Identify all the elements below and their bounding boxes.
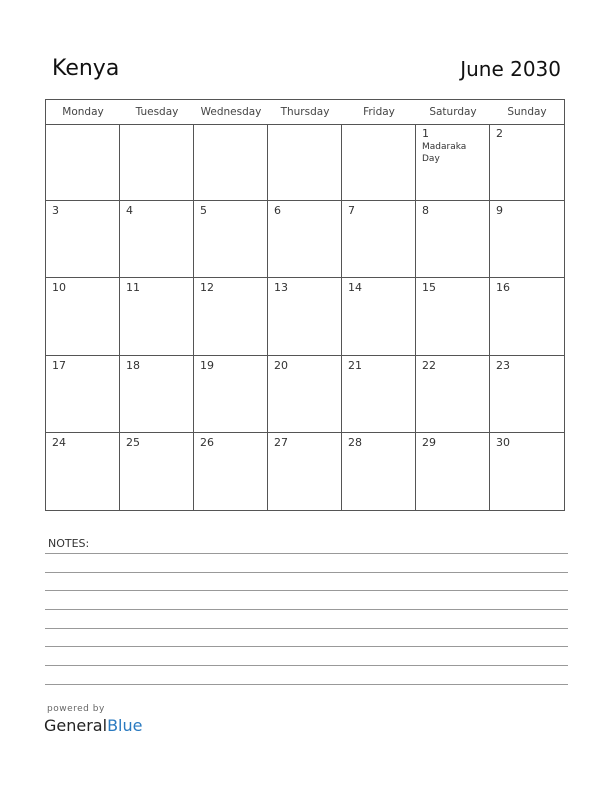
day-cell: [46, 433, 120, 510]
day-number: 1: [422, 127, 429, 140]
day-cell: [268, 124, 342, 201]
day-number: 26: [200, 435, 214, 449]
day-cell: [490, 124, 564, 201]
day-number: 29: [422, 435, 436, 449]
day-cell: [416, 201, 490, 278]
day-number: 25: [126, 435, 140, 449]
day-number: 14: [348, 281, 362, 295]
day-cell: [342, 124, 416, 201]
day-cell: [46, 124, 120, 201]
note-line: [45, 553, 568, 554]
day-cell: [342, 356, 416, 433]
note-line: [45, 572, 568, 573]
brand-logo: [44, 716, 142, 735]
day-number: 18: [126, 358, 140, 372]
day-number: 10: [52, 281, 66, 295]
day-cell: [490, 356, 564, 433]
day-number: 13: [274, 281, 288, 295]
day-cell: [120, 356, 194, 433]
day-cell: [268, 433, 342, 510]
day-number: 3: [52, 204, 59, 218]
day-cell: [194, 278, 268, 355]
weekday-header: Wednesday: [200, 106, 262, 118]
day-cell: [194, 433, 268, 510]
note-line: [45, 665, 568, 666]
weekday-header: Sunday: [507, 106, 547, 118]
day-cell: [194, 201, 268, 278]
day-number: 17: [52, 358, 66, 372]
notes-label: NOTES:: [48, 537, 90, 550]
day-cell: [46, 278, 120, 355]
day-cell: [194, 356, 268, 433]
day-number: 27: [274, 435, 288, 449]
note-line: [45, 590, 568, 591]
day-cell: [120, 433, 194, 510]
weekday-header: Thursday: [280, 106, 330, 118]
day-cell: [120, 124, 194, 201]
day-cell: [490, 201, 564, 278]
day-number: 16: [496, 281, 510, 295]
day-cell: [120, 278, 194, 355]
day-number: 12: [200, 281, 214, 295]
day-cell: [416, 356, 490, 433]
day-number: 28: [348, 435, 362, 449]
day-number: 5: [200, 204, 207, 218]
brand-name-part1: General: [44, 716, 108, 735]
weekday-header: Monday: [62, 106, 104, 118]
day-cell: [194, 124, 268, 201]
day-cell: [120, 201, 194, 278]
brand-name-part2: Blue: [107, 716, 143, 735]
note-line: [45, 646, 568, 647]
day-grid: [46, 124, 564, 510]
day-number: 24: [52, 435, 66, 449]
month-year-title: June 2030: [460, 57, 561, 81]
day-number: 15: [422, 281, 436, 295]
day-number: 11: [126, 281, 140, 295]
day-number: 7: [348, 204, 355, 218]
day-cell: [416, 278, 490, 355]
day-cell: [416, 433, 490, 510]
day-cell: [46, 356, 120, 433]
note-line: [45, 609, 568, 610]
day-number: 19: [200, 358, 214, 372]
day-number: 20: [274, 358, 288, 372]
day-cell: [342, 201, 416, 278]
day-cell: [490, 278, 564, 355]
note-line: [45, 628, 568, 629]
weekday-header: Friday: [363, 106, 395, 118]
day-cell: [342, 278, 416, 355]
day-number: 23: [496, 358, 510, 372]
day-number: 9: [496, 204, 503, 218]
day-number: 21: [348, 358, 362, 372]
powered-by-text: powered by: [47, 704, 105, 714]
day-cell: [268, 278, 342, 355]
day-number: 4: [126, 204, 133, 218]
day-cell: [342, 433, 416, 510]
day-cell: [46, 201, 120, 278]
day-cell: [416, 124, 490, 201]
note-line: [45, 684, 568, 685]
holiday-label: Madaraka Day: [422, 142, 467, 164]
calendar-grid: [45, 99, 565, 511]
day-number: 2: [496, 127, 503, 140]
weekday-header: Saturday: [429, 106, 477, 118]
day-cell: [268, 201, 342, 278]
day-cell: [268, 356, 342, 433]
weekday-header: Tuesday: [135, 106, 179, 118]
day-number: 22: [422, 358, 436, 372]
day-number: 6: [274, 204, 281, 218]
day-number: 8: [422, 204, 429, 218]
day-cell: [490, 433, 564, 510]
day-number: 30: [496, 435, 510, 449]
weekday-header-row: [46, 100, 564, 125]
country-title: Kenya: [52, 56, 120, 81]
